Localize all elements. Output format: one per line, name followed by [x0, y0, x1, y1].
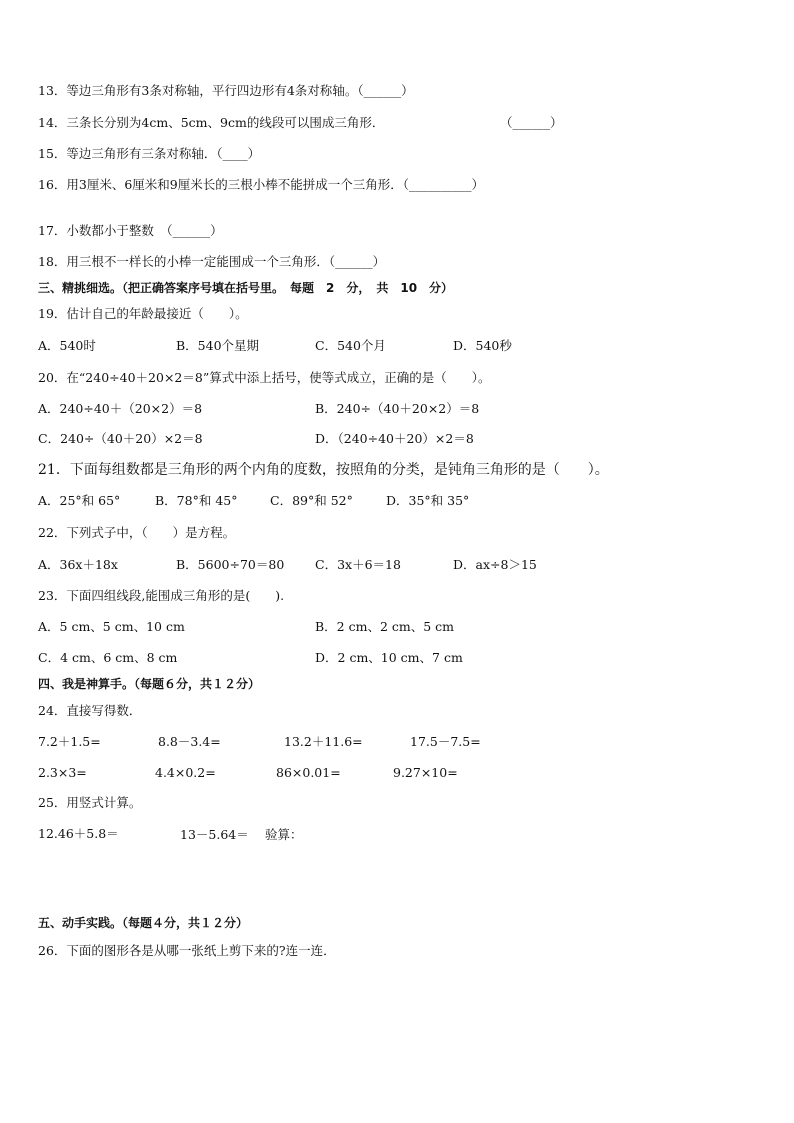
mental-calc-item: 86×0.01= [276, 765, 341, 780]
question-24-stem: 24．直接写得数． [38, 703, 142, 718]
mental-calc-item: 17.5－7.5= [410, 734, 481, 749]
vertical-calc-item: 12.46＋5.8＝ [38, 826, 119, 841]
question-22-stem: 22．下列式子中，（ ）是方程。 [38, 525, 236, 540]
section-5-heading: 五、动手实践。（每题４分，共１２分） [38, 916, 249, 930]
question-19-option-a: A．540时 [38, 338, 96, 353]
question-20-option-b: B．240÷（40＋20×2）＝8 [315, 401, 480, 416]
question-23-stem: 23．下面四组线段,能围成三角形的是( ). [38, 588, 285, 603]
question-21-option-c: C．89°和 52° [270, 493, 353, 508]
mental-calc-item: 9.27×10= [393, 765, 458, 780]
question-19-option-c: C．540个月 [315, 338, 386, 353]
question-15: 15．等边三角形有三条对称轴．（____） [38, 146, 261, 161]
question-16: 16．用3厘米、6厘米和9厘米长的三根小棒不能拼成一个三角形．（__________） [38, 177, 485, 192]
question-22-option-d: D．ax÷8＞15 [453, 557, 537, 572]
check-label: 验算： [265, 827, 303, 842]
question-21-option-d: D．35°和 35° [386, 493, 470, 508]
mental-calc-item: 4.4×0.2= [155, 765, 216, 780]
question-18: 18．用三根不一样长的小棒一定能围成一个三角形．（______） [38, 254, 386, 269]
vertical-calc-item: 13－5.64＝ [180, 827, 249, 842]
question-26: 26．下面的图形各是从哪一张纸上剪下来的?连一连． [38, 943, 336, 958]
question-14: 14．三条长分别为4cm、5cm、9cm的线段可以围成三角形． [38, 115, 385, 130]
mental-calc-item: 2.3×3= [38, 765, 87, 780]
question-21-stem: 21．下面每组数都是三角形的两个内角的度数，按照角的分类，是钝角三角形的是（ ）。 [38, 462, 609, 478]
question-22-option-b: B．5600÷70＝80 [176, 557, 285, 572]
question-22-option-a: A．36x＋18x [38, 557, 118, 572]
section-4-heading: 四、我是神算手。（每题６分，共１２分） [38, 677, 261, 691]
mental-calc-item: 13.2＋11.6= [284, 734, 363, 749]
question-23-option-d: D．2 cm、10 cm、7 cm [315, 650, 463, 665]
mental-calc-item: 8.8－3.4= [158, 734, 221, 749]
question-21-option-b: B．78°和 45° [155, 493, 238, 508]
question-13: 13．等边三角形有3条对称轴，平行四边形有4条对称轴。（______） [38, 83, 414, 98]
question-20-option-a: A．240÷40＋（20×2）＝8 [38, 401, 203, 416]
question-17: 17．小数都小于整数 （______） [38, 223, 223, 238]
question-23-option-b: B．2 cm、2 cm、5 cm [315, 619, 455, 634]
question-20-option-c: C．240÷（40＋20）×2＝8 [38, 431, 203, 446]
question-19-option-d: D．540秒 [453, 338, 512, 353]
question-19-option-b: B．540个星期 [176, 338, 260, 353]
question-23-option-a: A．5 cm、5 cm、10 cm [38, 619, 185, 634]
question-14-blank: （______） [500, 115, 563, 130]
question-25-stem: 25．用竖式计算。 [38, 795, 142, 810]
mental-calc-item: 7.2＋1.5= [38, 734, 101, 749]
question-19-stem: 19．估计自己的年龄最接近（ ）。 [38, 306, 248, 321]
question-22-option-c: C．3x＋6＝18 [315, 557, 401, 572]
question-20-stem: 20．在“240÷40＋20×2＝8”算式中添上括号，使等式成立，正确的是（ ）。 [38, 370, 491, 385]
question-21-option-a: A．25°和 65° [38, 493, 121, 508]
section-3-heading: 三、精挑细选。（把正确答案序号填在括号里。 每题 2 分， 共 10 分） [38, 281, 454, 295]
question-20-option-d: D．（240÷40＋20）×2＝8 [315, 431, 474, 446]
question-23-option-c: C．4 cm、6 cm、8 cm [38, 650, 178, 665]
